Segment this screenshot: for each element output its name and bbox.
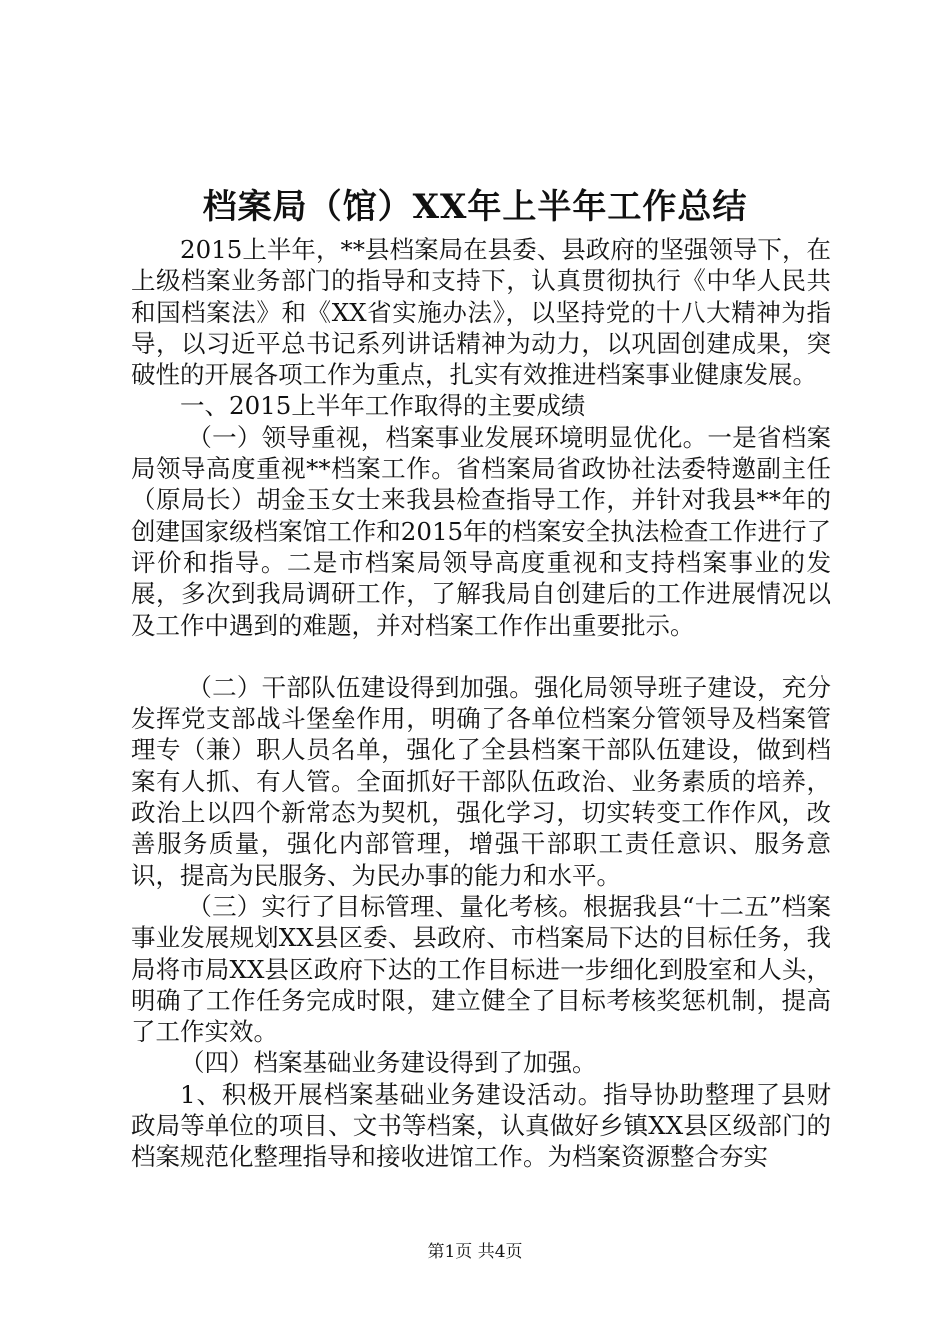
paragraph-item-1: （一）领导重视，档案事业发展环境明显优化。一是省档案局领导高度重视**档案工作。省档案局省政协社法委特邀副主任（原局长）胡金玉女士来我县检查指导工作，并针对我县**年的创建国家级档案馆工作和2015年的档案安全执法检查工作进行了评价和指导。二是市档案局领导高度重视和支持档案事业的发展，多次到我局调研工作，了解我局自创建后的工作进展情况以及工作中遇到的难题，并对档案工作作出重要批示。 (131, 422, 831, 640)
paragraph-sub-item-1: 1、积极开展档案基础业务建设活动。指导协助整理了县财政局等单位的项目、文书等档案，认真做好乡镇XX县区级部门的档案规范化整理指导和接收进馆工作。为档案资源整合夯实 (131, 1079, 831, 1172)
paragraph-item-4-heading: （四）档案基础业务建设得到了加强。 (180, 1048, 597, 1078)
document-title: 档案局（馆）XX年上半年工作总结 (202, 187, 748, 227)
paragraph-item-3: （三）实行了目标管理、量化考核。根据我县“十二五”档案事业发展规划XX县区委、县政府、市档案局下达的目标任务，我局将市局XX县区政府下达的工作目标进一步细化到股室和人头，明确了工作任务完成时限，建立健全了目标考核奖惩机制，提高了工作实效。 (131, 891, 831, 1047)
document-body (131, 234, 831, 1173)
paragraph-item-2: （二）干部队伍建设得到加强。强化局领导班子建设，充分发挥党支部战斗堡垒作用，明确了各单位档案分管领导及档案管理专（兼）职人员名单，强化了全县档案干部队伍建设，做到档案有人抓、有人管。全面抓好干部队伍政治、业务素质的培养，政治上以四个新常态为契机，强化学习，切实转变工作作风，改善服务质量，强化内部管理，增强干部职工责任意识、服务意识，提高为民服务、为民办事的能力和水平。 (131, 672, 831, 890)
section-heading-1: 一、2015上半年工作取得的主要成绩 (180, 391, 586, 421)
page-footer: 第1页 共4页 (427, 1242, 523, 1262)
intro-paragraph: 2015上半年，**县档案局在县委、县政府的坚强领导下，在上级档案业务部门的指导和支持下，认真贯彻执行《中华人民共和国档案法》和《XX省实施办法》，以坚持党的十八大精神为指导，以习近平总书记系列讲话精神为动力，以巩固创建成果，突破性的开展各项工作为重点，扎实有效推进档案事业健康发展。 (131, 235, 831, 390)
